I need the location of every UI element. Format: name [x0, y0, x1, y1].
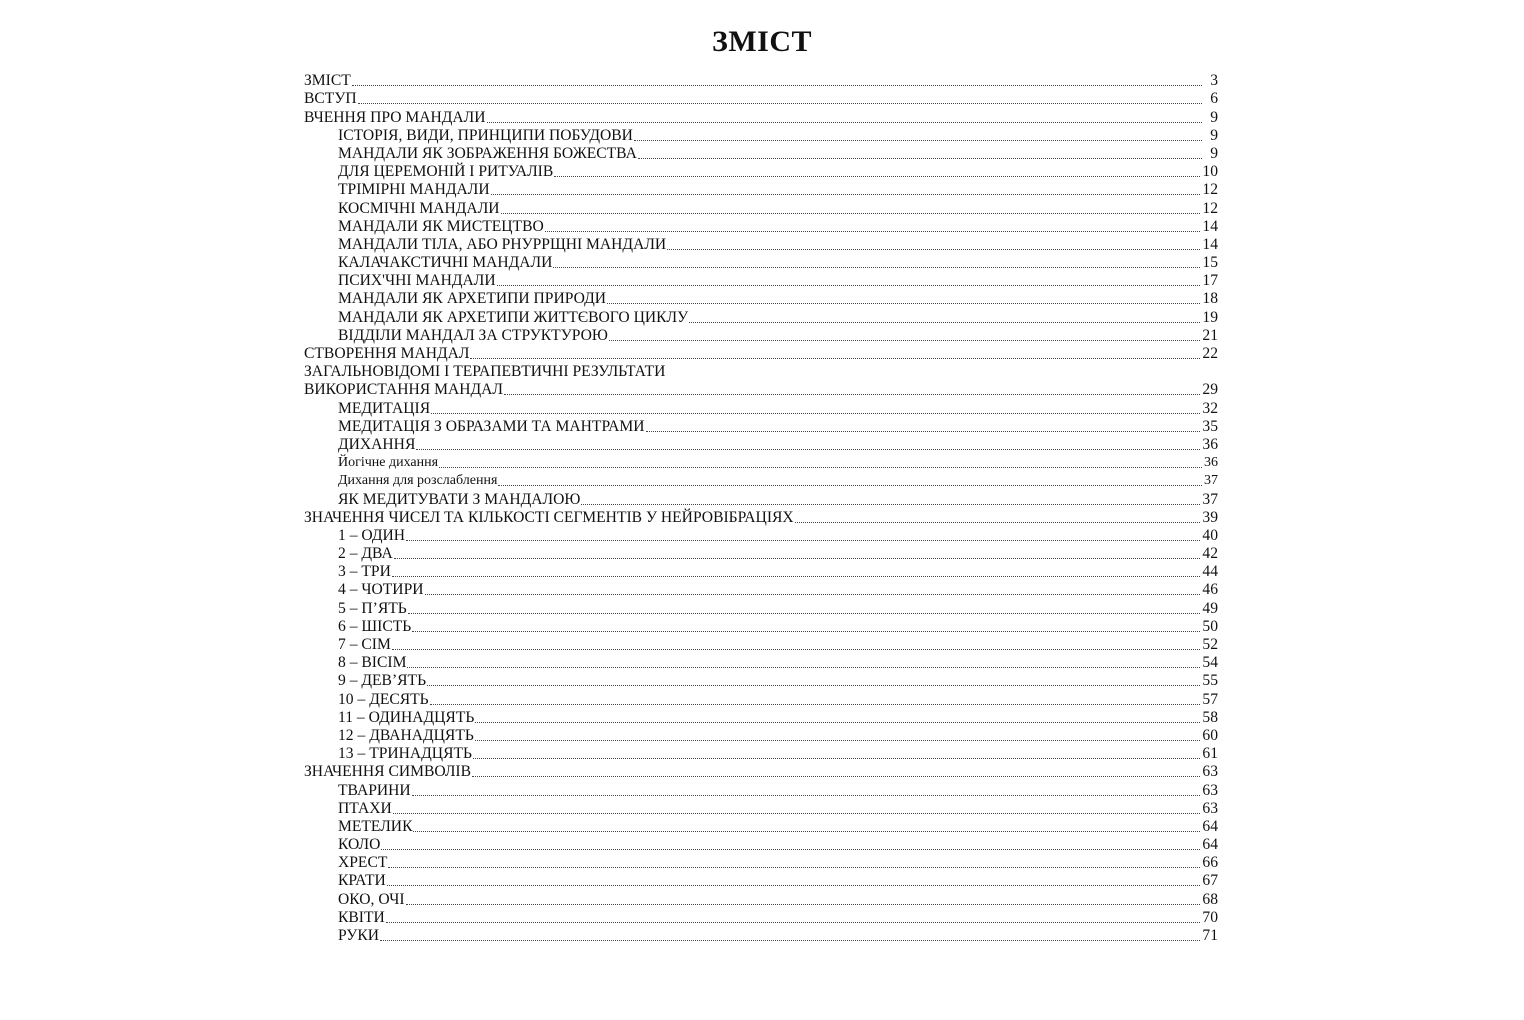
toc-entry-label: КВІТИ	[338, 908, 385, 926]
toc-entry[interactable]	[304, 800, 1218, 818]
toc-dot-leader	[504, 393, 1200, 395]
toc-dot-leader	[795, 521, 1201, 523]
toc-dot-leader	[380, 939, 1200, 941]
toc-dot-leader	[439, 466, 1202, 468]
toc-dot-leader	[392, 575, 1201, 577]
toc-entry[interactable]	[304, 290, 1218, 308]
toc-entry[interactable]	[304, 727, 1218, 745]
toc-entry[interactable]	[304, 745, 1218, 763]
toc-entry-label: РУКИ	[338, 927, 379, 944]
toc-entry-page-number: 64	[1202, 836, 1218, 854]
toc-entry-page-number: 70	[1202, 908, 1218, 926]
toc-entry-page-number: 55	[1202, 672, 1218, 690]
toc-entry-label: ПСИХ'ЧНІ МАНДАЛИ	[338, 272, 496, 290]
toc-dot-leader	[394, 557, 1201, 559]
toc-entry-page-number: 19	[1202, 308, 1218, 326]
toc-entry[interactable]	[304, 327, 1218, 345]
toc-entry-page-number: 67	[1202, 872, 1218, 890]
toc-entry-page-number: 37	[1202, 490, 1218, 508]
toc-entry[interactable]	[304, 854, 1218, 872]
toc-entry[interactable]	[304, 690, 1218, 708]
toc-dot-leader	[386, 921, 1201, 923]
toc-dot-leader	[470, 357, 1200, 359]
toc-entry[interactable]	[304, 72, 1218, 90]
toc-entry[interactable]	[304, 909, 1218, 927]
toc-entry[interactable]	[304, 563, 1218, 581]
toc-entry-label: 4 – ЧОТИРИ	[338, 581, 424, 599]
toc-entry-page-number: 68	[1202, 890, 1218, 908]
toc-entry-page-number: 9	[1210, 108, 1218, 126]
toc-dot-leader	[553, 266, 1200, 268]
toc-entry-page-number: 49	[1202, 599, 1218, 617]
toc-dot-leader	[412, 794, 1201, 796]
toc-dot-leader	[666, 376, 1202, 377]
toc-entry-page-number: 58	[1202, 708, 1218, 726]
toc-entry-page-number: 29	[1202, 381, 1218, 399]
toc-entry[interactable]	[304, 399, 1218, 417]
toc-entry[interactable]	[304, 581, 1218, 599]
toc-dot-leader	[667, 248, 1200, 250]
toc-entry[interactable]	[304, 90, 1218, 108]
toc-entry-label: 2 – ДВА	[338, 545, 393, 563]
toc-entry-label: СТВОРЕННЯ МАНДАЛ	[304, 345, 470, 362]
toc-entry-label: МАНДАЛИ ЯК ЗОБРАЖЕННЯ БОЖЕСТВА	[338, 144, 637, 162]
toc-entry-label: ДИХАННЯ	[338, 435, 416, 453]
toc-entry-page-number: 40	[1202, 526, 1218, 544]
toc-entry-label: ВСТУП	[304, 90, 357, 108]
toc-entry-label: МЕДИТАЦІЯ	[338, 399, 431, 417]
toc-dot-leader	[425, 593, 1201, 595]
toc-entry[interactable]	[304, 181, 1218, 199]
toc-entry-label: КАЛАЧАКСТИЧНІ МАНДАЛИ	[338, 254, 553, 272]
toc-entry[interactable]	[304, 709, 1218, 727]
toc-entry-page-number: 37	[1204, 473, 1218, 489]
toc-entry-page-number: 32	[1202, 399, 1218, 417]
toc-entry-label: 11 – ОДИНАДЦЯТЬ	[338, 708, 475, 726]
toc-dot-leader	[498, 484, 1202, 486]
toc-entry-page-number: 22	[1202, 345, 1218, 362]
toc-entry-page-number: 6	[1210, 90, 1218, 108]
toc-entry-page-number: 66	[1202, 854, 1218, 872]
toc-dot-leader	[358, 102, 1202, 104]
toc-entry-label: ДЛЯ ЦЕРЕМОНІЙ І РИТУАЛІВ	[338, 163, 554, 181]
toc-entry-label: 6 – ШІСТЬ	[338, 617, 412, 635]
toc-entry[interactable]	[304, 308, 1218, 326]
toc-entry-page-number: 12	[1202, 199, 1218, 217]
toc-dot-leader	[392, 648, 1201, 650]
toc-entry-page-number: 63	[1202, 763, 1218, 781]
toc-dot-leader	[388, 866, 1200, 868]
toc-entry-label: ОКО, ОЧІ	[338, 890, 405, 908]
toc-dot-leader	[545, 230, 1201, 232]
toc-dot-leader	[501, 212, 1201, 214]
toc-entry-label: КРАТИ	[338, 872, 386, 890]
toc-entry-label: 12 – ДВАНАДЦЯТЬ	[338, 726, 474, 744]
toc-entry-label: ВІДДІЛИ МАНДАЛ ЗА СТРУКТУРОЮ	[338, 326, 608, 344]
toc-dot-leader	[473, 757, 1200, 759]
toc-dot-leader	[408, 612, 1201, 614]
toc-entry[interactable]	[304, 545, 1218, 563]
toc-dot-leader	[689, 321, 1200, 323]
toc-entry[interactable]	[304, 254, 1218, 272]
toc-entry-page-number: 60	[1202, 726, 1218, 744]
toc-dot-leader	[381, 848, 1200, 850]
toc-entry[interactable]	[304, 108, 1218, 126]
toc-dot-leader	[352, 84, 1202, 86]
toc-entry[interactable]	[304, 199, 1218, 217]
toc-entry-page-number: 10	[1202, 163, 1218, 181]
toc-dot-leader	[430, 703, 1201, 705]
toc-entry[interactable]	[304, 818, 1218, 836]
toc-entry-label: 1 – ОДИН	[338, 526, 406, 544]
toc-entry[interactable]	[304, 527, 1218, 545]
toc-dot-leader	[387, 884, 1201, 886]
toc-entry[interactable]	[304, 218, 1218, 236]
toc-entry-label: МАНДАЛИ ЯК АРХЕТИПИ ЖИТТЄВОГО ЦИКЛУ	[338, 308, 689, 326]
toc-entry[interactable]	[304, 763, 1218, 781]
toc-entry-page-number: 63	[1202, 781, 1218, 799]
toc-entry-page-number: 50	[1202, 617, 1218, 635]
toc-entry[interactable]	[304, 654, 1218, 672]
toc-entry-label: Йогічне дихання	[338, 455, 439, 471]
toc-entry-label: ЗАГАЛЬНОВІДОМІ І ТЕРАПЕВТИЧНІ РЕЗУЛЬТАТИ	[304, 363, 666, 381]
toc-entry-label: ІСТОРІЯ, ВИДИ, ПРИНЦИПИ ПОБУДОВИ	[338, 126, 633, 144]
toc-entry-label: 13 – ТРИНАДЦЯТЬ	[338, 745, 472, 763]
toc-entry-page-number: 39	[1202, 508, 1218, 526]
toc-entry-page-number: 3	[1210, 72, 1218, 90]
toc-entry-page-number: 54	[1202, 654, 1218, 672]
toc-dot-leader	[412, 630, 1200, 632]
toc-dot-leader	[472, 775, 1200, 777]
toc-entry-label: ТРІМІРНІ МАНДАЛИ	[338, 181, 490, 199]
toc-entry-page-number: 71	[1202, 927, 1218, 944]
toc-entry-label: МАНДАЛИ ЯК МИСТЕЦТВО	[338, 217, 544, 235]
toc-dot-leader	[407, 666, 1200, 668]
toc-entry[interactable]	[304, 272, 1218, 290]
toc-entry-page-number: 57	[1202, 690, 1218, 708]
toc-entry[interactable]	[304, 145, 1218, 163]
toc-dot-leader	[427, 684, 1200, 686]
toc-entry-label: МАНДАЛИ ЯК АРХЕТИПИ ПРИРОДИ	[338, 290, 606, 308]
toc-entry-page-number: 17	[1202, 272, 1218, 290]
toc-dot-leader	[491, 193, 1201, 195]
toc-entry-label: ЗНАЧЕННЯ ЧИСЕЛ ТА КІЛЬКОСТІ СЕГМЕНТІВ У НЕЙРОВІБРАЦІЯХ	[304, 508, 794, 526]
toc-entry-page-number: 9	[1210, 144, 1218, 162]
toc-entry[interactable]	[304, 436, 1218, 454]
toc-entry-page-number: 63	[1202, 799, 1218, 817]
toc-entry-page-number: 36	[1204, 455, 1218, 471]
toc-entry[interactable]	[304, 454, 1218, 472]
toc-entry-label: МЕДИТАЦІЯ З ОБРАЗАМИ ТА МАНТРАМИ	[338, 417, 645, 435]
toc-entry-label: ЗМІСТ	[304, 72, 351, 90]
toc-entry-label: 5 – П’ЯТЬ	[338, 599, 407, 617]
toc-dot-leader	[413, 830, 1200, 832]
toc-entry[interactable]	[304, 636, 1218, 654]
toc-entry[interactable]	[304, 509, 1218, 527]
toc-dot-leader	[607, 302, 1200, 304]
toc-entry-label: КОСМІЧНІ МАНДАЛИ	[338, 199, 500, 217]
toc-entry-label: ЯК МЕДИТУВАТИ З МАНДАЛОЮ	[338, 490, 581, 508]
toc-dot-leader	[475, 739, 1201, 741]
toc-entry-page-number: 46	[1202, 581, 1218, 599]
toc-entry[interactable]	[304, 363, 1218, 381]
toc-dot-leader	[406, 539, 1200, 541]
toc-entry[interactable]	[304, 872, 1218, 890]
toc-entry-page-number: 44	[1202, 563, 1218, 581]
toc-entry-label: ВЧЕННЯ ПРО МАНДАЛИ	[304, 108, 486, 126]
toc-dot-leader	[487, 121, 1202, 123]
toc-entry-label: ВИКОРИСТАННЯ МАНДАЛ	[304, 381, 503, 399]
toc-entry-page-number: 52	[1202, 636, 1218, 653]
toc-entry-label: ЗНАЧЕННЯ СИМВОЛІВ	[304, 763, 472, 781]
toc-entry-page-number: 9	[1210, 126, 1218, 144]
toc-entry-page-number: 61	[1202, 745, 1218, 763]
toc-entry-page-number: 15	[1202, 254, 1218, 272]
toc-entry-label: Дихання для розслаблення	[338, 473, 498, 489]
toc-entry-label: ТВАРИНИ	[338, 781, 411, 799]
toc-dot-leader	[497, 284, 1201, 286]
toc-entry[interactable]	[304, 599, 1218, 617]
page-title: ЗМІСТ	[712, 25, 812, 58]
toc-dot-leader	[393, 812, 1201, 814]
toc-entry-label: 10 – ДЕСЯТЬ	[338, 690, 429, 708]
toc-entry[interactable]	[304, 381, 1218, 399]
toc-dot-leader	[581, 503, 1200, 505]
toc-entry-page-number: 42	[1202, 545, 1218, 563]
table-of-contents	[304, 72, 1218, 945]
toc-entry[interactable]	[304, 127, 1218, 145]
toc-entry-page-number: 35	[1202, 417, 1218, 435]
toc-entry-label: 9 – ДЕВ’ЯТЬ	[338, 672, 427, 690]
toc-entry[interactable]	[304, 418, 1218, 436]
toc-dot-leader	[609, 339, 1201, 341]
toc-entry[interactable]	[304, 618, 1218, 636]
toc-entry-page-number: 21	[1202, 326, 1218, 344]
toc-dot-leader	[638, 157, 1202, 159]
toc-entry[interactable]	[304, 163, 1218, 181]
toc-entry[interactable]	[304, 490, 1218, 508]
toc-dot-leader	[475, 721, 1200, 723]
toc-entry-label: 8 – ВІСІМ	[338, 654, 407, 672]
toc-dot-leader	[406, 903, 1201, 905]
toc-entry[interactable]	[304, 781, 1218, 799]
toc-entry[interactable]	[304, 890, 1218, 908]
toc-entry-label: МАНДАЛИ ТІЛА, АБО РНУРРЩНІ МАНДАЛИ	[338, 235, 667, 253]
toc-dot-leader	[416, 448, 1200, 450]
toc-entry-page-number: 14	[1202, 217, 1218, 235]
toc-entry-label: 3 – ТРИ	[338, 563, 391, 581]
toc-entry-page-number: 64	[1202, 817, 1218, 835]
toc-entry-page-number: 18	[1202, 290, 1218, 308]
toc-entry-label: МЕТЕЛИК	[338, 817, 413, 835]
toc-entry[interactable]	[304, 927, 1218, 945]
toc-entry-page-number: 14	[1202, 235, 1218, 253]
toc-entry[interactable]	[304, 836, 1218, 854]
toc-entry[interactable]	[304, 672, 1218, 690]
toc-dot-leader	[634, 139, 1202, 141]
toc-dot-leader	[646, 430, 1201, 432]
toc-entry[interactable]	[304, 236, 1218, 254]
toc-entry[interactable]	[304, 472, 1218, 490]
toc-entry-label: ХРЕСТ	[338, 854, 388, 872]
toc-dot-leader	[554, 175, 1200, 177]
toc-entry-label: КОЛО	[338, 836, 381, 854]
toc-entry-page-number: 36	[1202, 435, 1218, 453]
toc-entry-label: ПТАХИ	[338, 799, 392, 817]
toc-entry[interactable]	[304, 345, 1218, 363]
toc-entry-label: 7 – СІМ	[338, 636, 391, 653]
toc-dot-leader	[431, 412, 1200, 414]
toc-entry-page-number: 12	[1202, 181, 1218, 199]
